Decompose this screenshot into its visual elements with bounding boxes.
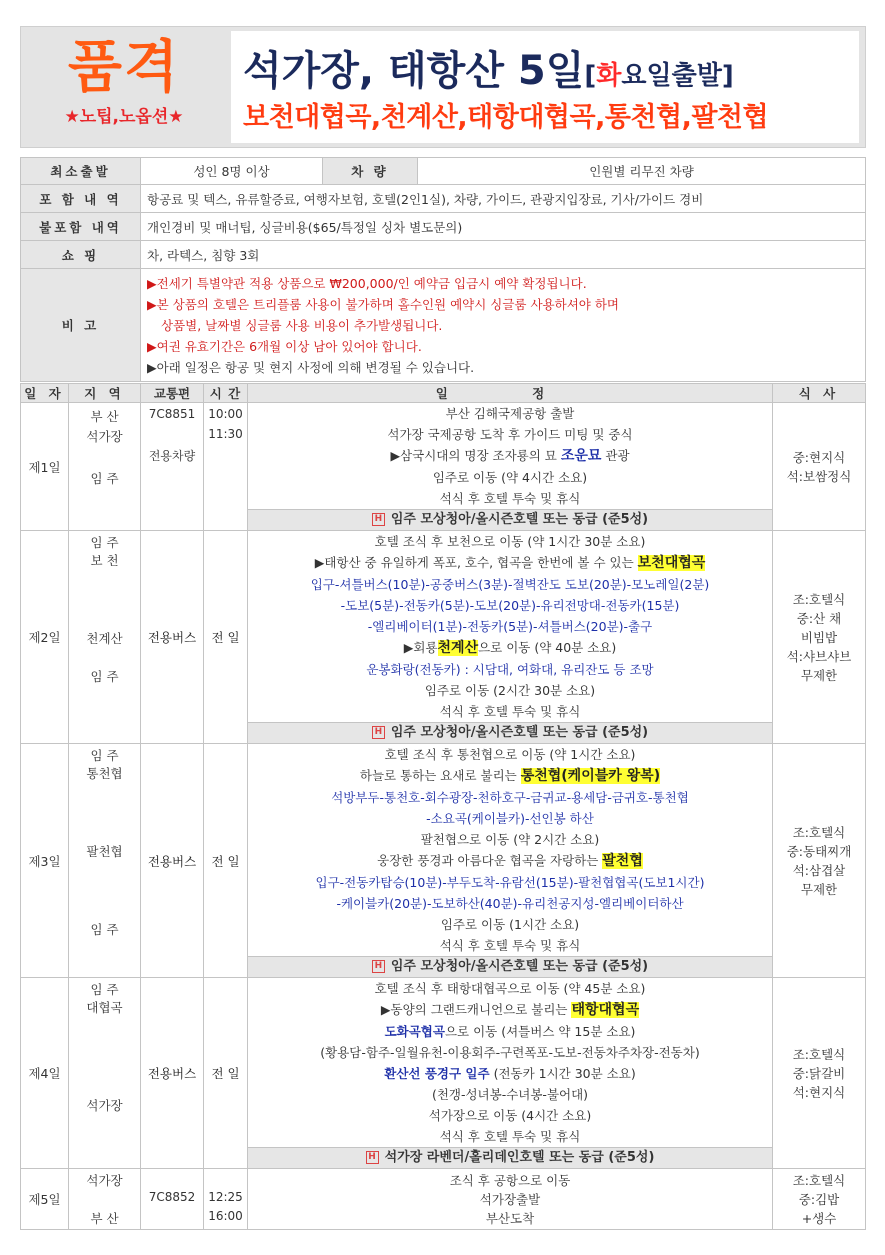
region-item: 통천협 [86, 766, 123, 781]
transport-cell [141, 1169, 204, 1230]
meal-item: 석:보쌈정식 [786, 468, 852, 484]
itinerary-text: ▶회룡 [403, 640, 438, 655]
itinerary-cell [248, 744, 773, 978]
hotel-line [248, 1147, 772, 1168]
meal-item: 중:닭갈비 [792, 1065, 846, 1081]
meal-item: 중:김밥 [798, 1191, 840, 1207]
col-time: 시 간 [204, 384, 248, 403]
region-item: 부 산 [90, 1211, 119, 1226]
hotel-icon: H [372, 960, 385, 973]
meal-item: 석:삼겹살 [792, 862, 846, 878]
time-item: 10:00 [208, 407, 243, 421]
region-item: 임 주 [90, 535, 119, 550]
region-item: 임 주 [90, 922, 119, 937]
route-line: -도보(5분)-전동카(5분)-도보(20분)-유리전망대-전동카(15분) [340, 598, 680, 613]
schedule-table [20, 383, 866, 1230]
itinerary-line: 호텔 조식 후 보천으로 이동 (약 1시간 30분 소요) [374, 534, 646, 549]
title-box [231, 31, 859, 143]
sight-highlight: 조운묘 [560, 448, 602, 464]
region-cell [69, 403, 141, 531]
itinerary-line: 임주로 이동 (1시간 소요) [440, 917, 580, 932]
departure-day: 화 [596, 61, 622, 91]
shopping-label: 쇼 핑 [21, 241, 141, 269]
meal-item: 무제한 [800, 667, 838, 683]
meal-cell [773, 531, 866, 744]
sight-highlight: 환산선 풍경구 일주 [384, 1066, 490, 1081]
min-departure-value: 성인 8명 이상 [141, 158, 323, 185]
region-item: 팔천협 [86, 844, 123, 859]
brand-logo: 품격 [67, 35, 181, 100]
itinerary-line: 조식 후 공항으로 이동 [449, 1172, 571, 1188]
itinerary-line: 부산도착 [485, 1210, 535, 1226]
sight-highlight: 통천협(케이블카 왕복) [520, 768, 661, 784]
hotel-line [248, 722, 772, 743]
itinerary-cell [248, 403, 773, 531]
transport-type: 전용버스 [141, 978, 204, 1169]
itinerary-line [254, 850, 766, 872]
brand-tagline: ★노팁,노옵션★ [64, 107, 184, 127]
region-item: 임 주 [90, 748, 119, 763]
itinerary-text: ▶태항산 중 유일하게 폭포, 호수, 협곡을 한번에 볼 수 있는 [314, 555, 638, 570]
region-item: 석가장 [86, 1098, 123, 1113]
region-cell [69, 531, 141, 744]
remark-item: ▶전세기 특별약관 적용 상품으로 ₩200,000/인 예약금 입금시 예약 확정됩니다. [147, 275, 587, 291]
remark-item: ▶여권 유효기간은 6개월 이상 남아 있어야 합니다. [147, 338, 422, 354]
transport-type: 전용버스 [141, 531, 204, 744]
route-line: 운봉화랑(전동카) : 시담대, 여화대, 유리잔도 등 조망 [366, 662, 654, 677]
day-row [21, 531, 866, 744]
region-item: 보 천 [90, 553, 119, 568]
region-item: 천계산 [86, 631, 123, 646]
min-departure-label: 최소출발 [21, 158, 141, 185]
meal-cell [773, 978, 866, 1169]
sight-highlight: 천계산 [437, 640, 479, 656]
meal-item: 석:현지식 [792, 1084, 846, 1100]
departure-suffix: 요일출발 [621, 61, 722, 91]
time-cell: 전 일 [204, 531, 248, 744]
region-item: 임 주 [90, 471, 119, 486]
itinerary-text: ▶삼국시대의 명장 조자룡의 묘 [390, 448, 561, 463]
itinerary-line: 석식 후 호텔 투숙 및 휴식 [439, 491, 581, 506]
hotel-name: 임주 모상청아/올시즌호텔 또는 동급 (준5성) [390, 959, 649, 974]
transport-type: 전용차량 [148, 449, 196, 463]
hotel-name: 임주 모상청아/올시즌호텔 또는 동급 (준5성) [390, 725, 649, 740]
tour-subtitle: 보천대협곡,천계산,태항대협곡,통천협,팔천협 [243, 102, 769, 133]
meal-item: 조:호텔식 [792, 824, 846, 840]
transport-cell [141, 403, 204, 531]
time-cell [204, 1169, 248, 1230]
day-label: 제4일 [21, 978, 69, 1169]
sight-highlight: 팔천협 [602, 853, 643, 869]
col-date: 일 자 [21, 384, 69, 403]
itinerary-line: (천갱-성녀봉-수녀봉-불어대) [431, 1087, 589, 1102]
vehicle-value: 인원별 리무진 차량 [418, 158, 866, 185]
itinerary-text: ▶동양의 그랜드캐니언으로 불리는 [380, 1002, 572, 1017]
route-line: 석방부두-통천호-회수광장-천하호구-금귀교-용세담-금귀호-통천협 [331, 790, 689, 805]
itinerary-text: 관광 [601, 448, 630, 463]
region-cell [69, 1169, 141, 1230]
day-row [21, 1169, 866, 1230]
region-cell [69, 978, 141, 1169]
brand-box [25, 31, 223, 143]
transport-type: 전용버스 [141, 744, 204, 978]
time-cell: 전 일 [204, 978, 248, 1169]
meal-item: 중:산 채 [796, 610, 842, 626]
flight-number: 7C8852 [148, 1190, 196, 1204]
col-meals: 식 사 [773, 384, 866, 403]
included-value: 항공료 및 텍스, 유류할증료, 여행자보험, 호텔(2인1실), 차량, 가이드, 관광지입장료, 기사/가이드 경비 [141, 185, 866, 213]
day-row [21, 744, 866, 978]
time-item: 11:30 [208, 427, 243, 441]
hotel-icon: H [372, 513, 385, 526]
meal-item: +생수 [801, 1210, 837, 1226]
itinerary-text: 으로 이동 (셔틀버스 약 15분 소요) [444, 1024, 636, 1039]
remarks-list [141, 269, 866, 382]
itinerary-text: 웅장한 풍경과 아름다운 협곡을 자랑하는 [377, 853, 603, 868]
meal-item: 중:현지식 [792, 449, 846, 465]
time-item: 12:25 [208, 1190, 243, 1204]
itinerary-text: 하늘로 통하는 요새로 불리는 [359, 768, 521, 783]
route-line: -엘리베이터(1분)-전동카(5분)-셔틀버스(20분)-출구 [367, 619, 653, 634]
time-cell [204, 403, 248, 531]
time-item: 16:00 [208, 1209, 243, 1223]
meal-item: 석:샤브샤브 [786, 648, 852, 664]
itinerary-line: 석가장출발 [479, 1191, 541, 1207]
itinerary-cell [248, 531, 773, 744]
region-item: 대협곡 [86, 1000, 123, 1015]
itinerary-line [254, 445, 766, 467]
itinerary-line: 호텔 조식 후 태항대협곡으로 이동 (약 45분 소요) [374, 981, 646, 996]
itinerary-line: 석식 후 호텔 투숙 및 휴식 [439, 1129, 581, 1144]
day-row [21, 978, 866, 1169]
region-item: 석가장 [86, 1173, 123, 1188]
meal-cell [773, 1169, 866, 1230]
itinerary-line: 석가장으로 이동 (4시간 소요) [428, 1108, 592, 1123]
itinerary-line [254, 1021, 766, 1042]
route-line: 입구-전동카탑승(10분)-부두도착-유람선(15분)-팔천협협곡(도보1시간) [315, 875, 705, 890]
itinerary-line: 석식 후 호텔 투숙 및 휴식 [439, 938, 581, 953]
hotel-icon: H [366, 1151, 379, 1164]
route-line: 입구-셔틀버스(10분)-공중버스(3분)-절벽잔도 도보(20분)-모노레일(2분) [310, 577, 710, 592]
col-transport: 교통편 [141, 384, 204, 403]
meal-item: 조:호텔식 [792, 591, 846, 607]
bracket-open: [ [584, 61, 597, 91]
meal-cell [773, 744, 866, 978]
region-item: 임 주 [90, 982, 119, 997]
itinerary-line [254, 552, 766, 574]
meal-item: 무제한 [800, 881, 838, 897]
meal-item: 비빔밥 [800, 629, 838, 645]
sight-highlight: 보천대협곡 [637, 555, 706, 571]
meal-cell [773, 403, 866, 531]
hotel-line [248, 956, 772, 977]
itinerary-line: 호텔 조식 후 통천협으로 이동 (약 1시간 소요) [384, 747, 636, 762]
hotel-icon: H [372, 726, 385, 739]
day-label: 제5일 [21, 1169, 69, 1230]
excluded-label: 불포함 내역 [21, 213, 141, 241]
header-banner [20, 26, 866, 148]
meal-item: 조:호텔식 [792, 1046, 846, 1062]
day-label: 제1일 [21, 403, 69, 531]
itinerary-line [254, 765, 766, 787]
itinerary-cell [248, 978, 773, 1169]
day-label: 제3일 [21, 744, 69, 978]
itinerary-line: 석가장 국제공항 도착 후 가이드 미팅 및 중식 [387, 427, 633, 442]
route-line: -케이블카(20분)-도보하산(40분)-유리천공지성-엘리베이터하산 [336, 896, 684, 911]
remark-item: ▶본 상품의 호텔은 트리플룸 사용이 불가하며 홀수인원 예약시 싱글룸 사용하셔야 하며 [147, 296, 619, 312]
flight-number: 7C8851 [148, 407, 196, 421]
bracket-close: ] [721, 61, 734, 91]
itinerary-line: (황용담-함주-일월유천-이용회주-구련폭포-도보-전동차주차장-전동차) [320, 1045, 700, 1060]
itinerary-line: 임주로 이동 (약 4시간 소요) [432, 470, 588, 485]
col-itinerary: 일 정 [248, 384, 773, 403]
region-cell [69, 744, 141, 978]
excluded-value: 개인경비 및 매너팁, 싱글비용($65/특정일 싱차 별도문의) [141, 213, 866, 241]
region-item: 부 산 [90, 409, 119, 424]
region-item: 석가장 [86, 429, 123, 444]
itinerary-text: (전동카 1시간 30분 소요) [489, 1066, 636, 1081]
sight-highlight: 태항대협곡 [571, 1002, 640, 1018]
tour-title-main: 석가장, 태항산 5일 [243, 48, 585, 94]
remark-item: ▶아래 일정은 항공 및 현지 사정에 의해 변경될 수 있습니다. [147, 359, 475, 375]
itinerary-line: 임주로 이동 (2시간 30분 소요) [424, 683, 596, 698]
hotel-name: 석가장 라벤더/홀리데인호텔 또는 동급 (준5성) [384, 1150, 655, 1165]
shopping-value: 차, 라텍스, 침향 3회 [141, 241, 866, 269]
meal-item: 중:동태찌개 [786, 843, 852, 859]
itinerary-cell [248, 1169, 773, 1230]
hotel-name: 임주 모상청아/올시즌호텔 또는 동급 (준5성) [390, 512, 649, 527]
col-region: 지 역 [69, 384, 141, 403]
info-table [20, 157, 866, 382]
day-label: 제2일 [21, 531, 69, 744]
itinerary-line: 팔천협으로 이동 (약 2시간 소요) [420, 832, 600, 847]
itinerary-text: 으로 이동 (약 40분 소요) [478, 640, 617, 655]
meal-item: 조:호텔식 [792, 1172, 846, 1188]
itinerary-line [254, 999, 766, 1021]
time-cell: 전 일 [204, 744, 248, 978]
sight-highlight: 도화곡협곡 [384, 1024, 445, 1039]
itinerary-line: 부산 김해국제공항 출발 [445, 406, 575, 421]
remarks-label: 비 고 [21, 269, 141, 382]
route-line: -소요곡(케이블카)-선인봉 하산 [426, 811, 594, 826]
itinerary-line: 석식 후 호텔 투숙 및 휴식 [439, 704, 581, 719]
tour-title [243, 39, 734, 96]
itinerary-line [254, 637, 766, 659]
included-label: 포 함 내 역 [21, 185, 141, 213]
vehicle-label: 차 량 [323, 158, 418, 185]
itinerary-line [254, 1063, 766, 1084]
remark-item: 상품별, 날짜별 싱글룸 사용 비용이 추가발생됩니다. [161, 317, 443, 333]
hotel-line [248, 509, 772, 530]
region-item: 임 주 [90, 669, 119, 684]
day-row [21, 403, 866, 531]
